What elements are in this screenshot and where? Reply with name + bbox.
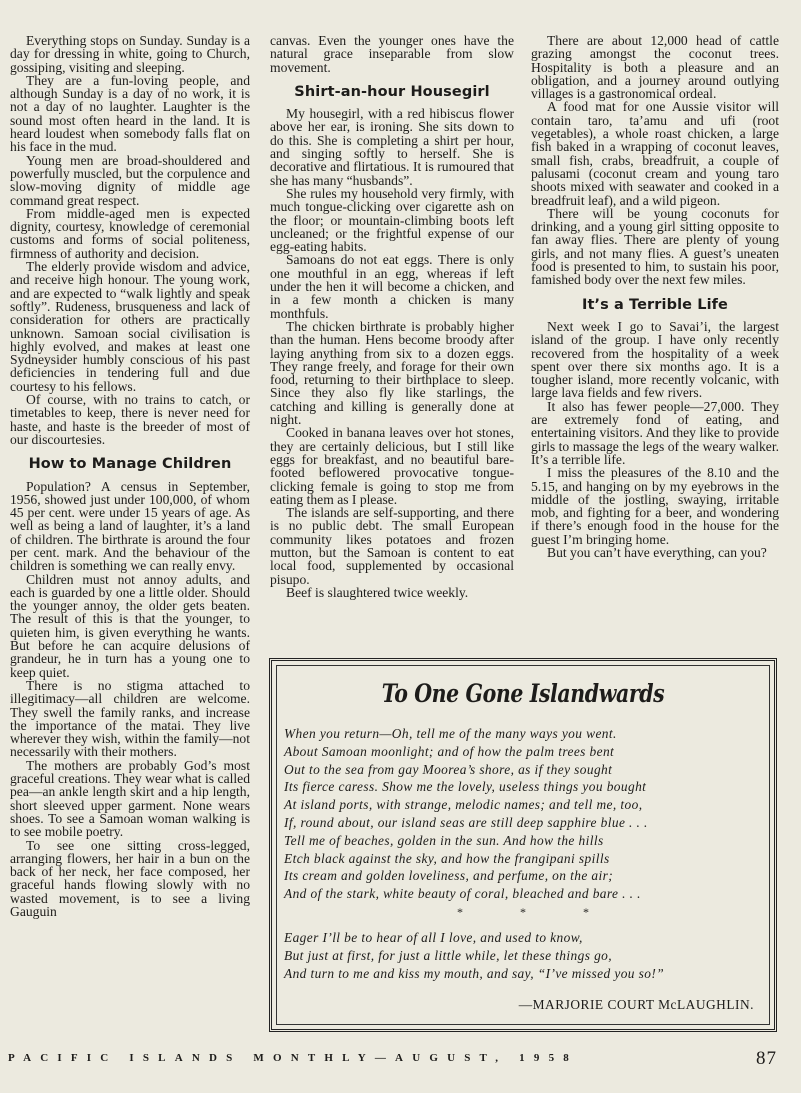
article-paragraph: It also has fewer people—27,000. They are extremely fond of eating, and entertaining visitors. And they like to provide girls to massage the legs of the weary walker. It’s a terrible life. [531, 398, 779, 467]
article-column-2 [270, 34, 514, 599]
poem-line: Its cream and golden loveliness, and perfume, on the air; [284, 868, 614, 884]
article-column-3 [531, 34, 779, 559]
poem-box [269, 658, 777, 1032]
poem-separator: * * * [457, 905, 589, 919]
poem-line: Etch black against the sky, and how the frangipani spills [284, 850, 610, 866]
poem-line: But just at first, for just a little while, let these things go, [284, 947, 613, 963]
poem-line: About Samoan moonlight; and of how the palm trees bent [284, 743, 615, 759]
poem-line: If, round about, our island seas are still deep sapphire blue . . . [284, 814, 648, 830]
article-paragraph: But you can’t have everything, can you? [547, 544, 767, 560]
poem-stanza-1 [284, 725, 764, 903]
article-paragraph: They are a fun-loving people, and although Sunday is a day of no work, it is not a day of no laughter. Laughter is the sound most often heard in the land. It is heard loudest when somebody falls flat on his face in the mud. [10, 72, 250, 155]
poem-line: Its fierce caress. Show me the lovely, useless things you bought [284, 779, 647, 795]
poem-stanza-2 [284, 929, 764, 982]
article-paragraph: Cooked in banana leaves over hot stones, they are certainly delicious, but I still like eggs for breakfast, and no beautiful bare-footed beflowered provocative tongue-clicking female is going to stop me from eating them as I please. [270, 425, 514, 507]
article-paragraph: A food mat for one Aussie visitor will contain taro, ta’amu and ufi (root vegetables), a whole roast chicken, a large fish baked in a wrapping of coconut leaves, small fish, crabs, breadfruit, a couple of palusami (coconut cream and young taro shoots mixed with seawater and cooked in a breadfruit leaf), and a wild pigeon. [531, 99, 779, 208]
article-paragraph: There are about 12,000 head of cattle grazing amongst the coconut trees. Hospitality is both a pleasure and an obligation, and a journey around outlying villages is a gastronomical ordeal. [531, 33, 779, 102]
section-heading-housegirl: Shirt-an-hour Housegirl [294, 83, 490, 100]
article-paragraph: Samoans do not eat eggs. There is only one mouthful in an egg, whereas if left under the hen it will become a chicken, and in a few month a chicken is many monthfuls. [270, 252, 514, 321]
poem-title: To One Gone Islandwards [381, 679, 665, 708]
article-paragraph: I miss the pleasures of the 8.10 and the 5.15, and hanging on by my eyebrows in the middle of the jostling, swaying, irritable mob, and fighting for a beer, and wondering if there’s enough food in the house for the guest I’m bringing home. [531, 465, 779, 547]
article-paragraph: Population? A census in September, 1956, showed just under 100,000, of whom 45 per cent. were under 15 years of age. As well as being a land of laughter, it’s a land of children. The birthrate is around the four per cent. mark. And the behaviour of the children is something we can really envy. [10, 478, 250, 574]
poem-author: —MARJORIE COURT McLAUGHLIN. [518, 997, 754, 1012]
column-2-continuation: canvas. Even the younger ones have the natural grace inseparable from slow movement. [270, 33, 514, 75]
section-heading-children: How to Manage Children [28, 456, 232, 473]
article-paragraph: From middle-aged men is expected dignity, courtesy, knowledge of ceremonial customs and forms of social politeness, firmness of authority and decision. [10, 205, 250, 261]
poem-line: At island ports, with strange, melodic names; and tell me, too, [284, 797, 643, 813]
article-paragraph: There is no stigma attached to illegitimacy—all children are welcome. They swell the family ranks, and increase the importance of the matai. They live wherever they wish, within the family—not necessarily with their mothers. [10, 677, 250, 760]
article-paragraph: Everything stops on Sunday. Sunday is a day for dressing in white, going to Church, gossiping, visiting and sleeping. [10, 33, 250, 75]
article-paragraph: Next week I go to Savai’i, the largest island of the group. I have only recently recovered from the hospitality of a week spent over there six months ago. It is a tougher island, more recently volcanic, with large lava fields and few rivers. [531, 318, 779, 401]
article-paragraph: Beef is slaughtered twice weekly. [286, 584, 469, 600]
article-paragraph: The elderly provide wisdom and advice, and receive high honour. The young work, and are expected to “walk lightly and speak softly”. Rudeness, brusqueness and lack of consideration for others are practically unknown. Samoan social civilisation is highly evolved, and makes at least one Sydneysider humbly conscious of his past deficiencies in tendering full and due courtesy to his fellows. [10, 259, 250, 394]
article-paragraph: To see one sitting cross-legged, arranging flowers, her hair in a bun on the back of her neck, her face composed, her graceful hands flowing slowly with no wasted movement, is to see a living Gauguin [10, 837, 250, 919]
article-paragraph: The chicken birthrate is probably higher than the human. Hens become broody after laying anything from six to a dozen eggs. They range freely, and forage for their own food, returning to their birthplace to sleep. Since they also fly like starlings, the catching and killing is generally done at night. [270, 318, 514, 428]
column-2-paragraphs [270, 107, 514, 599]
poem-line: And of the stark, white beauty of coral, bleached and bare . . . [284, 886, 641, 902]
column-1-paragraphs-b [10, 480, 250, 919]
article-column-1 [10, 34, 250, 918]
poem-line: When you return—Oh, tell me of the many ways you went. [284, 726, 617, 741]
article-paragraph: The mothers are probably God’s most graceful creations. They wear what is called pea—an ankle length skirt and a hip length, short sleeved upper garment. None wears shoes. To see a Samoan woman walking is to see mobile poetry. [10, 757, 250, 840]
poem-line: Tell me of beaches, golden in the sun. And how the hills [284, 832, 604, 848]
footer-masthead: PACIFIC ISLANDS MONTHLY—AUGUST, 1958 [8, 1052, 578, 1064]
article-paragraph: Children must not annoy adults, and each is guarded by one a little older. Should the younger annoy, the older gets beaten. The result of this is that the younger, to quieten him, is given everything he wants. But before he can acquire delusions of grandeur, he in turn has a young one to keep quiet. [10, 571, 250, 680]
column-3-paragraphs-b [531, 320, 779, 559]
poem-line: Eager I’ll be to hear of all I love, and used to know, [284, 930, 583, 945]
column-1-paragraphs-a [10, 34, 250, 446]
poem-line: And turn to me and kiss my mouth, and say, “I’ve missed you so!” [284, 965, 665, 981]
page-number: 87 [756, 1048, 777, 1069]
section-heading-terrible-life: It’s a Terrible Life [581, 296, 728, 313]
article-paragraph: Of course, with no trains to catch, or timetables to keep, there is never need for haste, and haste is the breeder of most of our discourtesies. [10, 392, 250, 447]
poem-line: Out to the sea from gay Moorea’s shore, as if they sought [284, 761, 613, 777]
article-paragraph: The islands are self-supporting, and there is no public debt. The small European community likes potatoes and frozen mutton, but the Samoan is content to eat local food, supplemented by occasional pisupo. [270, 505, 514, 587]
article-paragraph: Young men are broad-shouldered and powerfully muscled, but the corpulence and slow-moving dignity of middle age command great respect. [10, 152, 250, 208]
article-paragraph: There will be young coconuts for drinking, and a young girl sitting opposite to fan away flies. There are plenty of young girls, and not many flies. A guest’s uneaten food is presented to him, to sustain his poor, famished body over the next few miles. [531, 205, 779, 288]
article-paragraph: She rules my household very firmly, with much tongue-clicking over cigarette ash on the floor; or mountain-climbing boots left uncleaned; or the frightful expense of our egg-eating habits. [270, 185, 514, 255]
article-paragraph: My housegirl, with a red hibiscus flower above her ear, is ironing. She sits down to do this. She is completing a shirt per hour, and singing softly to herself. She is decorative and flirtatious. It is rumoured that she has many “husbands”. [270, 106, 514, 188]
column-3-paragraphs-a [531, 34, 779, 287]
